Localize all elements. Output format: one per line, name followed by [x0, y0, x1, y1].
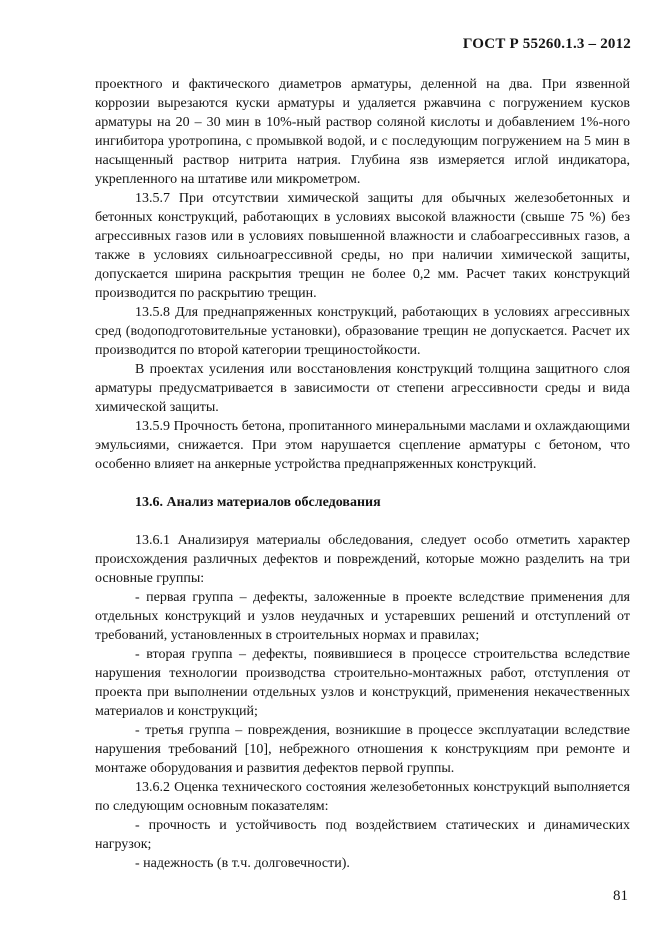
section-heading: 13.6. Анализ материалов обследования	[135, 495, 381, 510]
paragraph-continuation: проектного и фактического диаметров арматуры, деленной на два. При язвенной коррозии вырезаются куски арматуры и удаляется ржавчина с погружением кусков арматуры на 20 – 30 мин в 10%-ный раствор соляной кислоты и добавлением 1%-ного ингибитора уротропина, с промывкой водой, и с последующим погружением на 5 мин в насыщенный раствор нитрита натрия. Глубина язв измеряется иглой индикатора, укрепленного на штативе или микрометром.	[95, 77, 630, 187]
paragraph-13-6-2: 13.6.2 Оценка технического состояния железобетонных конструкций выполняется по следующим основным показателям:	[95, 780, 630, 814]
document-header: ГОСТ Р 55260.1.3 – 2012	[462, 36, 631, 52]
paragraph-13-6-1: 13.6.1 Анализируя материалы обследования, следует особо отметить характер происхождения различных дефектов и повреждений, которые можно разделить на три основные группы:	[95, 533, 630, 586]
paragraph-13-5-7: 13.5.7 При отсутствии химической защиты для обычных железобетонных и бетонных конструкций, работающих в условиях высокой влажности (свыше 75 %) без агрессивных газов или в условиях повышенной влажности и слабоагрессивных газов, а также в условиях сильноагрессивной среды, но при наличии химической защиты, допускается ширина раскрытия трещин не более 0,2 мм. Расчет таких конструкций производится по раскрытию трещин.	[95, 191, 630, 301]
page-number: 81	[613, 888, 628, 904]
paragraph-reinforcement-projects: В проектах усиления или восстановления конструкций толщина защитного слоя арматуры предусматривается в зависимости от степени агрессивности среды и вида химической защиты.	[95, 362, 630, 415]
list-item-reliability: - надежность (в т.ч. долговечности).	[135, 856, 350, 871]
list-item-group-3: - третья группа – повреждения, возникшие в процессе эксплуатации вследствие нарушения требований [10], небрежного отношения к конструкциям при ремонте и монтаже оборудования и развития дефектов первой группы.	[95, 723, 630, 776]
paragraph-13-5-9: 13.5.9 Прочность бетона, пропитанного минеральными маслами и охлаждающими эмульсиями, снижается. При этом нарушается сцепление арматуры с бетоном, что особенно влияет на анкерные устройства преднапряженных конструкций.	[95, 419, 630, 472]
list-item-group-1: - первая группа – дефекты, заложенные в проекте вследствие применения для отдельных конструкций и узлов неудачных и устаревших решений и отступлений от требований, установленных в строительных нормах и правилах;	[95, 590, 630, 643]
list-item-strength: - прочность и устойчивость под воздействием статических и динамических нагрузок;	[95, 818, 630, 852]
page-body	[95, 75, 630, 873]
list-item-group-2: - вторая группа – дефекты, появившиеся в процессе строительства вследствие нарушения технологии производства строительно-монтажных работ, отступления от проекта при выполнении отдельных узлов и конструкций, применения некачественных материалов и конструкций;	[95, 647, 630, 719]
paragraph-13-5-8: 13.5.8 Для преднапряженных конструкций, работающих в условиях агрессивных сред (водоподготовительные установки), образование трещин не допускается. Расчет их производится по второй категории трещиностойкости.	[95, 305, 630, 358]
